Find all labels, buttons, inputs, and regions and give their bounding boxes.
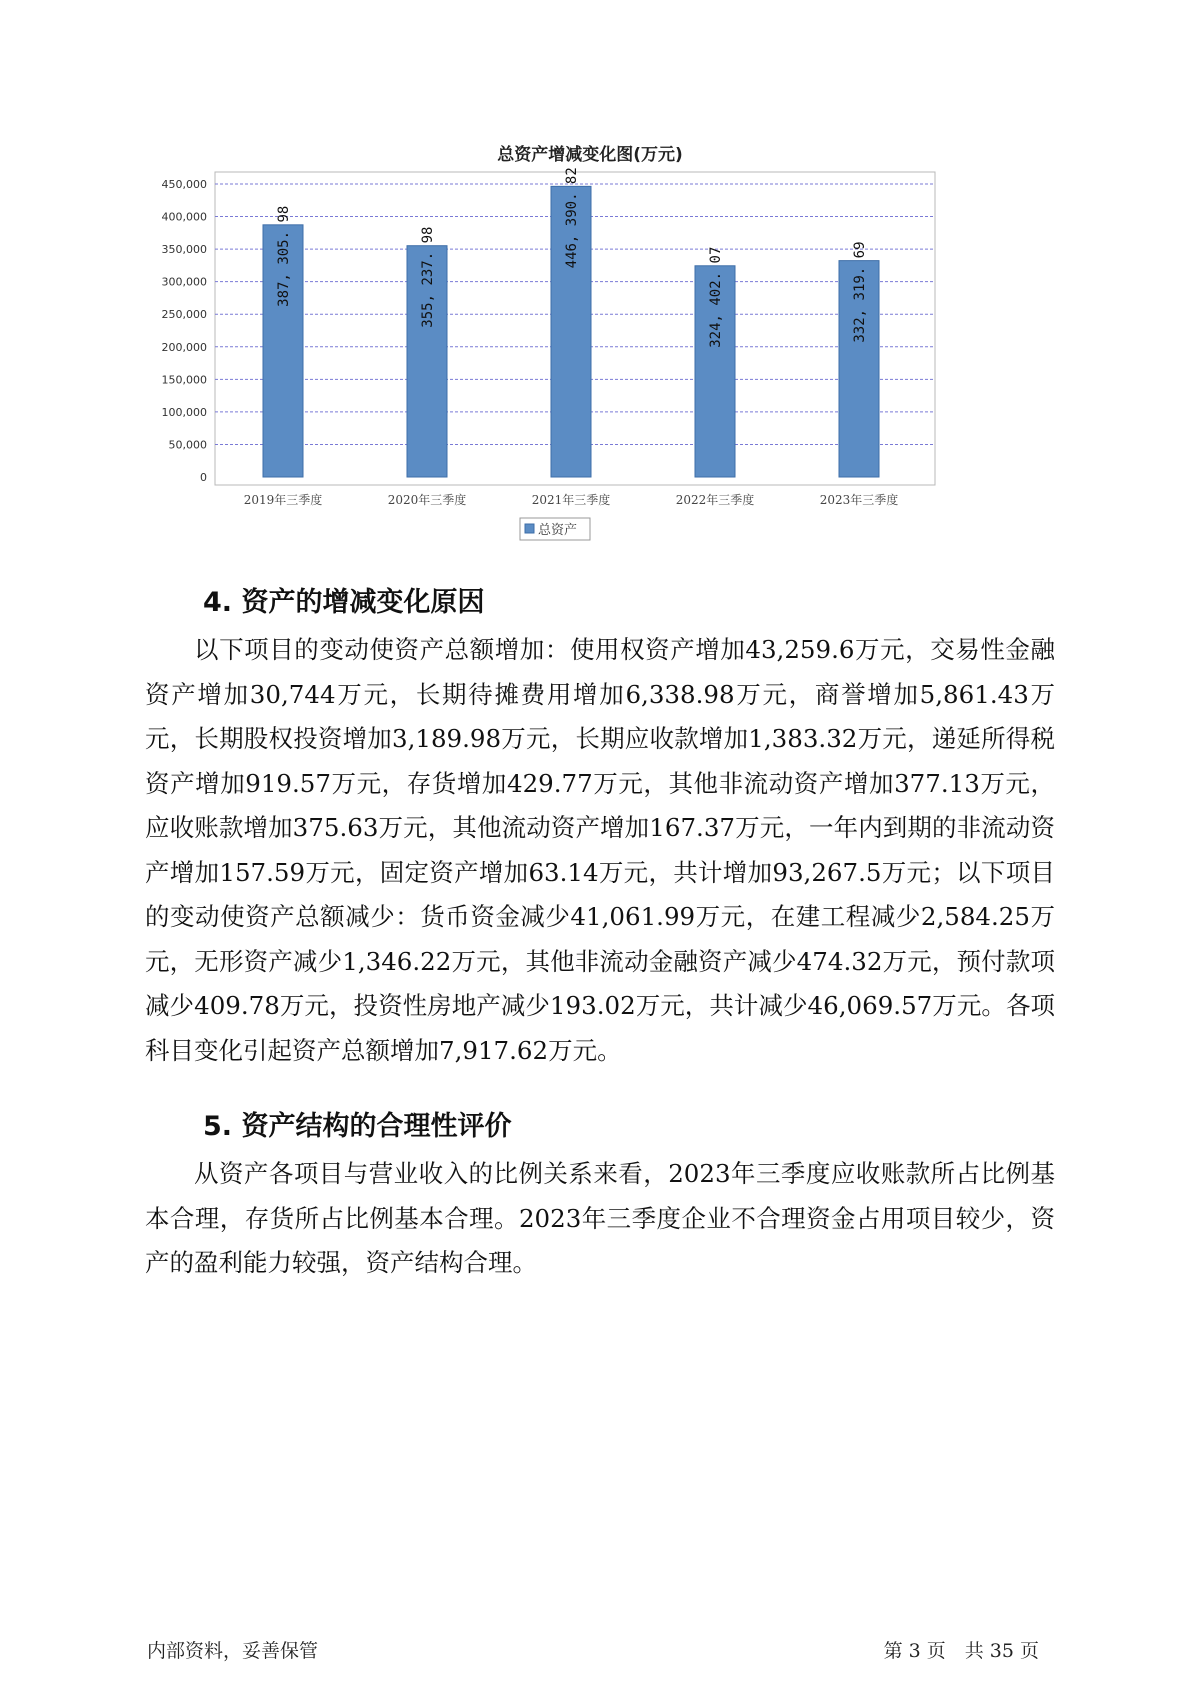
- x-tick-label: 2020年三季度: [387, 493, 467, 507]
- bar-data-label: 387, 305. 98: [276, 205, 292, 307]
- x-tick-label: 2023年三季度: [819, 493, 899, 507]
- footer-page-number: 第 3 页 共 35 页: [883, 1640, 1039, 1662]
- asset-chart: [155, 140, 1025, 590]
- bar-data-label: 332, 319. 69: [852, 241, 868, 343]
- y-tick-label: 50,000: [168, 438, 207, 452]
- x-tick-label: 2019年三季度: [243, 493, 323, 507]
- section-paragraph-4: 以下项目的变动使资产总额增加：使用权资产增加43,259.6万元，交易性金融资产增加30,744万元，长期待摊费用增加6,338.98万元，商誉增加5,861.43万元，长期股权投资增加3,189.98万元，长期应收款增加1,383.32万元，递延所得税资产增加919.57万元，存货增加429.77万元，其他非流动资产增加377.13万元，应收账款增加375.63万元，其他流动资产增加167.37万元，一年内到期的非流动资产增加157.59万元，固定资产增加63.14万元，共计增加93,267.5万元；以下项目的变动使资产总额减少：货币资金减少41,061.99万元，在建工程减少2,584.25万元，无形资产减少1,346.22万元，其他非流动金融资产减少474.32万元，预付款项减少409.78万元，投资性房地产减少193.02万元，共计减少46,069.57万元。各项科目变化引起资产总额增加7,917.62万元。: [145, 635, 1055, 1065]
- bar-data-label: 324, 402. 07: [708, 246, 724, 348]
- y-tick-label: 150,000: [161, 373, 207, 387]
- legend-label: 总资产: [538, 523, 578, 538]
- y-tick-label: 100,000: [161, 405, 207, 419]
- y-tick-label: 200,000: [161, 340, 207, 354]
- y-tick-label: 450,000: [161, 178, 207, 191]
- section-paragraph-5: 从资产各项目与营业收入的比例关系来看，2023年三季度应收账款所占比例基本合理，存货所占比例基本合理。2023年三季度企业不合理资金占用项目较少，资产的盈利能力较强，资产结构合理。: [145, 1159, 1055, 1277]
- footer-left-text: 内部资料，妥善保管: [147, 1640, 319, 1662]
- section-heading-4: 4. 资产的增减变化原因: [203, 587, 485, 618]
- y-tick-label: 300,000: [161, 275, 207, 289]
- y-tick-label: 350,000: [161, 243, 207, 257]
- y-tick-label: 250,000: [161, 308, 207, 322]
- chart-title: 总资产增减变化图(万元): [497, 145, 683, 165]
- section-heading-5: 5. 资产结构的合理性评价: [203, 1111, 512, 1142]
- y-tick-label: 0: [200, 471, 207, 484]
- x-tick-label: 2021年三季度: [531, 493, 611, 507]
- bar-data-label: 446, 390. 82: [564, 167, 580, 269]
- legend-swatch: [525, 524, 534, 533]
- y-tick-label: 400,000: [161, 210, 207, 224]
- bar-data-label: 355, 237. 98: [420, 226, 436, 328]
- bar-chart-svg: [155, 140, 1025, 590]
- x-tick-label: 2022年三季度: [675, 493, 755, 507]
